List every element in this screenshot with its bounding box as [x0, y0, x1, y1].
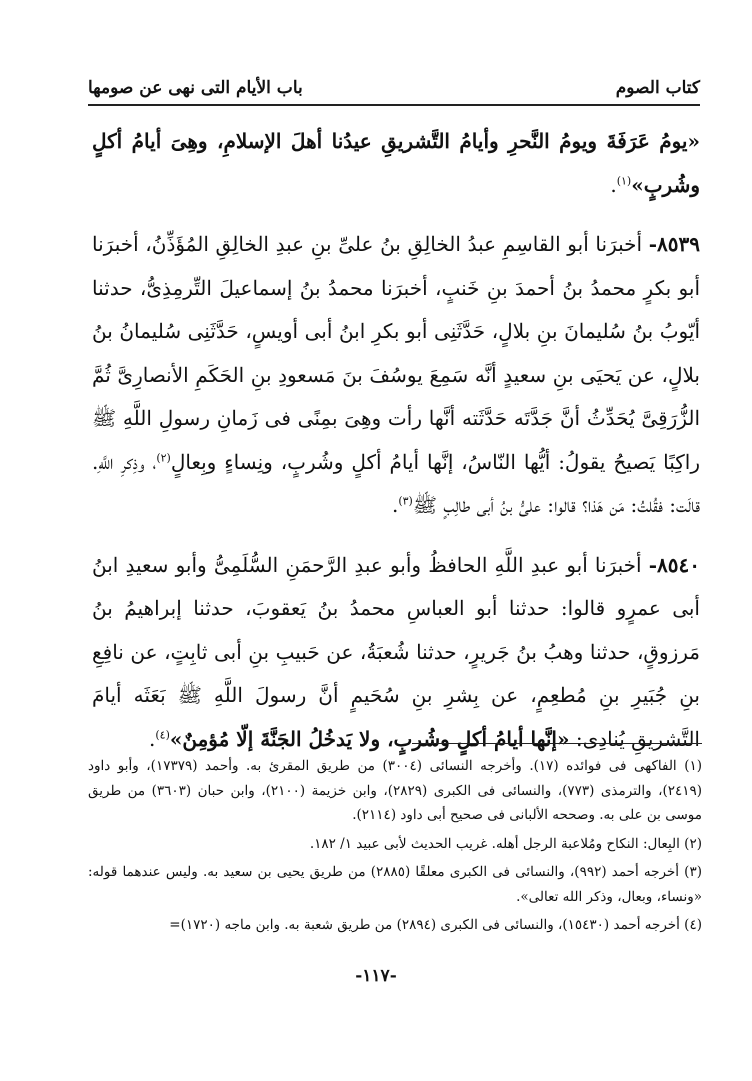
hadith-text: ، وذِكرِ اللَّهِ. قالَت: فقُلتُ: مَن هَذا؟ قالوا: علىُّ بنُ أبى طالِبٍ ﷺ: [92, 449, 700, 517]
footnote-3: (٣) أخرجه أحمد (٩٩٢)، والنسائى فى الكبرى معلقًا (٢٨٨٥) من طريق يحيى بن سعيد به. وليس عندهما قوله: «ونساء، وبعال، وذكر الله تعالى».: [88, 864, 702, 905]
running-header: [88, 72, 700, 102]
sentence-end: .: [391, 493, 399, 517]
hadith-text: أخبرَنا أبو عبدِ اللَّهِ الحافظُ وأبو عبدِ الرَّحمَنِ السُّلَمِىُّ وأبو سعيدِ ابنُ أبى عمرٍو قالوا: حدثنا أبو العباسِ محمدُ بنُ يَعقوبَ، حدثنا إبراهيمُ بنُ مَرزوقٍ، حدثنا وهبُ بنُ جَريرٍ، حدثنا شُعبَةُ، عن حَبيبِ بنِ أبى ثابِتٍ، عن نافِعِ بنِ جُبَيرِ بنِ مُطعِمٍ، عن بِشرِ بنِ سُحَيمٍ أنَّ رسولَ اللَّهِ ﷺ بَعَثَه أيامَ التَّشريقِ يُنادِى:: [92, 552, 700, 751]
footnotes: [88, 754, 702, 942]
hadith-text: أخبرَنا أبو القاسِمِ عبدُ الخالِقِ بنُ علىِّ بنِ عبدِ الخالِقِ المُؤَذِّنُ، أخبرَنا أبو بكرٍ محمدُ بنُ أحمدَ بنِ خَنبٍ، أخبرَنا محمدُ بنُ إسماعيلَ التِّرمِذِىُّ، حدثنا أيّوبُ بنُ سُليمانَ بنِ بلالٍ، حَدَّثَنِى أبو بكرِ ابنُ أبى أويسٍ، حَدَّثَنِى سُليمانُ بنُ بلالٍ، عن يَحيَى بنِ سعيدٍ أنَّه سَمِعَ يوسُفَ بنَ مَسعودِ بنِ الحَكَمِ الأنصارِىَّ ثُمَّ الزُّرَقِىَّ يُحَدِّثُ أنَّ جَدَّتَه حَدَّثَته أنَّها رأت وهِىَ بمِنًى فى زَمانِ رسولِ اللَّهِ ﷺ راكِبًا يَصيحُ يقولُ: أيُّها النّاسُ، إنَّها أيامُ أكلٍ وشُربٍ، ونِساءٍ وبِعالٍ: [92, 232, 700, 474]
book-title: كتاب الصوم: [615, 78, 700, 98]
footnote-1: (١) الفاكهى فى فوائده (١٧). وأخرجه النسائى (٣٠٠٤) من طريق المقرئ به. وأحمد (١٧٣٧٩)، وأبو داود (٢٤١٩)، والترمذى (٧٧٣)، والنسائى فى الكبرى (٢٨٢٩)، وابن خزيمة (٢١٠٠)، وابن حبان (٣٦٠٣) من طريق موسى بن على به. وصححه الألبانى فى صحيح أبى داود (٢١١٤).: [88, 758, 703, 823]
sentence-end: .: [610, 172, 617, 197]
hadith-8540: [92, 544, 700, 762]
footnote-ref: (٣): [398, 494, 413, 508]
hadith-quote: «يومُ عَرَفَةَ ويومُ النَّحرِ وأيامُ التَّشريقِ عيدُنا أهلَ الإسلامِ، وهِىَ أيامُ أكلٍ وشُربٍ»: [92, 129, 700, 197]
chapter-title: باب الأيام التى نهى عن صومها: [88, 78, 303, 98]
sentence-end: .: [148, 726, 156, 751]
footnote-ref: (٤): [155, 727, 170, 741]
footnote-2: (٢) البِعال: النكاح ومُلاعبة الرجل أهله. غريب الحديث لأبى عبيد ١/ ١٨٢.: [309, 835, 702, 852]
header-divider: [88, 104, 700, 106]
hadith-8539: [92, 223, 700, 528]
footnote-ref: (٢): [156, 450, 171, 464]
hadith-quote: «إنَّها أيامُ أكلٍ وشُربٍ، ولا يَدخُلُ الجَنَّةَ إلّا مُؤمِنٌ»: [169, 726, 570, 751]
page-number: -١١٧-: [355, 966, 397, 986]
hadith-number: ٨٥٤٠-: [648, 552, 700, 577]
footnote-divider: [412, 743, 702, 744]
main-text: [92, 120, 700, 761]
hadith-number: ٨٥٣٩-: [648, 232, 700, 256]
footnote-4: (٤) أخرجه أحمد (١٥٤٣٠)، والنسائى فى الكبرى (٢٨٩٤) من طريق شعبة به. وابن ماجه (١٧٢٠)=: [169, 917, 702, 933]
footnote-ref: (١): [616, 173, 632, 187]
paragraph-continuation: [92, 120, 700, 207]
